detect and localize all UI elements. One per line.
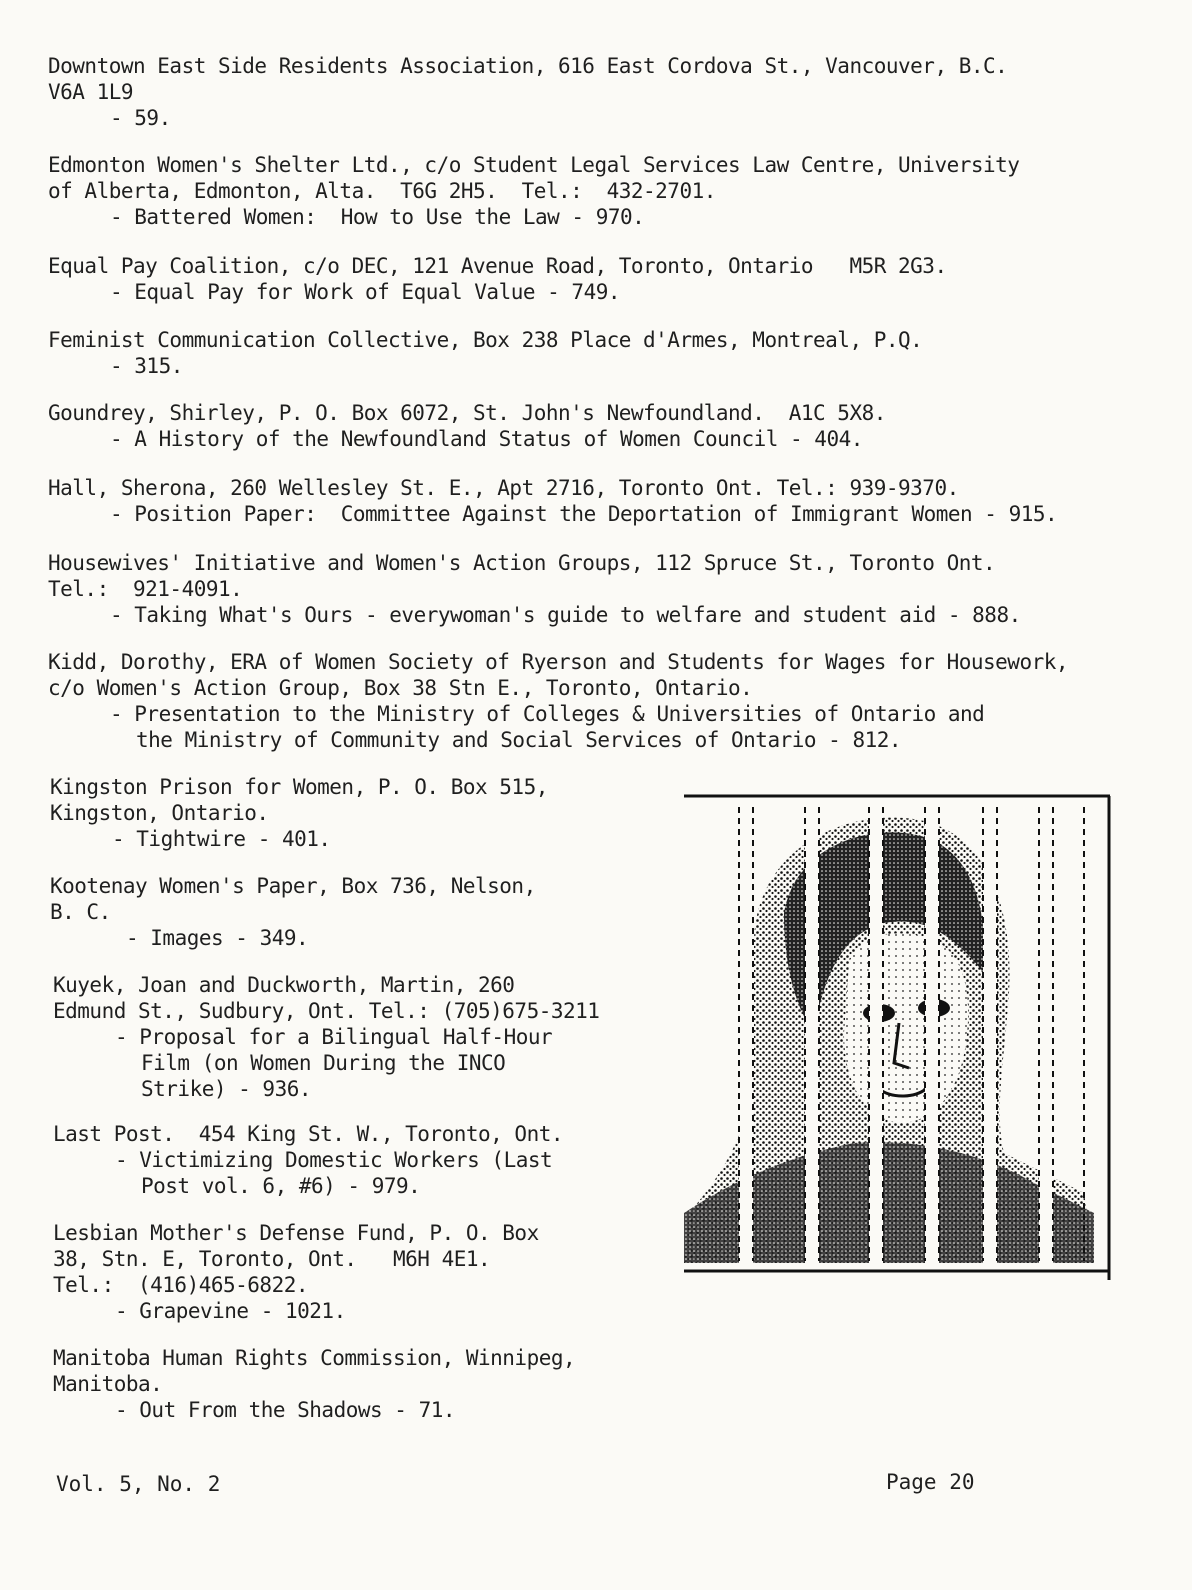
entry-line: Tel.: 921-4091. — [48, 577, 243, 601]
woman-behind-bars-illustration — [684, 793, 1112, 1283]
entry-reference-continued: Post vol. 6, #6) - 979. — [141, 1174, 421, 1198]
directory-entry — [48, 327, 922, 379]
directory-entry — [48, 53, 1007, 131]
directory-entry — [48, 550, 1021, 628]
entry-reference-continued: the Ministry of Community and Social Services of Ontario - 812. — [136, 728, 902, 752]
entry-line: c/o Women's Action Group, Box 38 Stn E., Toronto, Ontario. — [48, 676, 753, 700]
entry-line: Tel.: (416)465-6822. — [53, 1273, 309, 1297]
directory-entry — [48, 152, 1019, 230]
entry-line: of Alberta, Edmonton, Alta. T6G 2H5. Tel.: 432-2701. — [48, 179, 716, 203]
entry-reference: - Victimizing Domestic Workers (Last — [115, 1148, 553, 1172]
directory-entry — [53, 1220, 539, 1324]
entry-reference-continued: Film (on Women During the INCO — [141, 1051, 506, 1075]
entry-line: 38, Stn. E, Toronto, Ont. M6H 4E1. — [53, 1247, 491, 1271]
entry-reference: - A History of the Newfoundland Status of Women Council - 404. — [110, 427, 863, 451]
entry-line: B. C. — [50, 900, 111, 924]
entry-reference: - 59. — [110, 106, 171, 130]
entry-line: Housewives' Initiative and Women's Action Groups, 112 Spruce St., Toronto Ont. — [48, 551, 996, 575]
directory-entry — [53, 1345, 575, 1423]
entry-line: V6A 1L9 — [48, 80, 134, 104]
entry-line: Kootenay Women's Paper, Box 736, Nelson, — [50, 874, 536, 898]
entry-line: Hall, Sherona, 260 Wellesley St. E., Apt 2716, Toronto Ont. Tel.: 939-9370. — [48, 476, 959, 500]
entry-line: Kingston Prison for Women, P. O. Box 515, — [50, 775, 548, 799]
directory-entry — [53, 972, 599, 1102]
entry-reference: - Tightwire - 401. — [112, 827, 331, 851]
entry-line: Edmonton Women's Shelter Ltd., c/o Student Legal Services Law Centre, University — [48, 153, 1020, 177]
entry-reference: - Taking What's Ours - everywoman's guide to welfare and student aid - 888. — [110, 603, 1021, 627]
directory-entry — [48, 253, 947, 305]
entry-reference: - Presentation to the Ministry of Colleges & Universities of Ontario and — [110, 702, 985, 726]
entry-line: Edmund St., Sudbury, Ont. Tel.: (705)675-3211 — [53, 999, 600, 1023]
directory-entry — [50, 774, 548, 852]
entry-reference: - Equal Pay for Work of Equal Value - 749. — [110, 280, 621, 304]
entry-reference: - Battered Women: How to Use the Law - 970. — [110, 205, 645, 229]
entry-reference: - Out From the Shadows - 71. — [115, 1398, 456, 1422]
entry-line: Downtown East Side Residents Association, 616 East Cordova St., Vancouver, B.C. — [48, 54, 1008, 78]
entry-line: Kuyek, Joan and Duckworth, Martin, 260 — [53, 973, 515, 997]
entry-reference: - 315. — [110, 354, 183, 378]
entry-line: Lesbian Mother's Defense Fund, P. O. Box — [53, 1221, 539, 1245]
entry-line: Equal Pay Coalition, c/o DEC, 121 Avenue Road, Toronto, Ontario M5R 2G3. — [48, 254, 947, 278]
directory-entry — [48, 649, 1068, 753]
entry-reference: - Proposal for a Bilingual Half-Hour — [115, 1025, 553, 1049]
entry-reference: - Images - 349. — [126, 926, 309, 950]
directory-entry — [50, 873, 536, 951]
entry-line: Last Post. 454 King St. W., Toronto, Ont. — [53, 1122, 564, 1146]
volume-label: Vol. 5, No. 2 — [56, 1472, 221, 1496]
entry-line: Manitoba Human Rights Commission, Winnipeg, — [53, 1346, 576, 1370]
entry-line: Kingston, Ontario. — [50, 801, 269, 825]
directory-entry — [48, 400, 886, 452]
directory-entry — [48, 475, 1057, 527]
entry-reference-continued: Strike) - 936. — [141, 1077, 312, 1101]
entry-line: Goundrey, Shirley, P. O. Box 6072, St. John's Newfoundland. A1C 5X8. — [48, 401, 886, 425]
page-number: Page 20 — [886, 1470, 975, 1494]
entry-reference: - Position Paper: Committee Against the Deportation of Immigrant Women - 915. — [110, 502, 1058, 526]
entry-line: Feminist Communication Collective, Box 238 Place d'Armes, Montreal, P.Q. — [48, 328, 923, 352]
entry-line: Manitoba. — [53, 1372, 163, 1396]
entry-reference: - Grapevine - 1021. — [115, 1299, 346, 1323]
directory-entry — [53, 1121, 563, 1199]
entry-line: Kidd, Dorothy, ERA of Women Society of Ryerson and Students for Wages for Housework, — [48, 650, 1069, 674]
